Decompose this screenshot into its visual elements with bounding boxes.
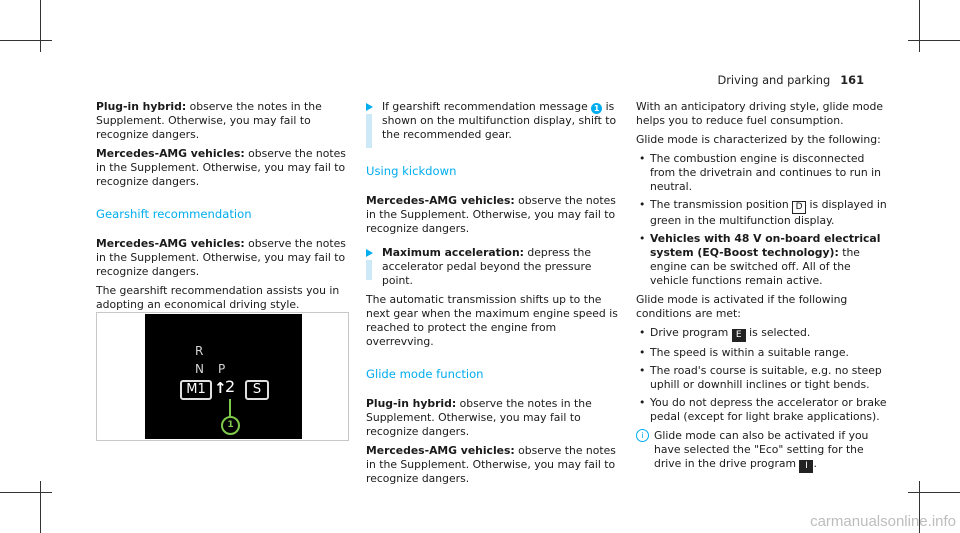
list-item: • You do not depress the accelerator or brake pedal (except for light brake applications). — [636, 396, 890, 424]
bold-label: Mercedes-AMG vehicles: — [96, 147, 245, 160]
drive-program-i-icon: I — [799, 460, 813, 473]
conditions-list — [636, 326, 890, 424]
text: . — [813, 457, 817, 470]
column-left — [96, 100, 350, 317]
crop-mark — [40, 0, 41, 52]
bold-label: Mercedes-AMG vehicles: — [96, 237, 245, 250]
gearshift-figure — [96, 312, 349, 441]
paragraph: The automatic transmission shifts up to the next gear when the maximum engine speed is reached to protect the engine from overrevving. — [366, 293, 618, 348]
crop-mark — [40, 481, 41, 533]
bold-label: Plug-in hybrid: — [366, 397, 457, 410]
section-heading: Using kickdown — [366, 164, 457, 178]
text: Drive program — [650, 326, 732, 339]
crop-mark — [0, 492, 52, 493]
upshift-arrow-icon: ↑ — [214, 379, 227, 397]
list-item — [636, 232, 890, 288]
text: observe the notes in the Supplement. Otherwise, you may fail to recognize dangers. — [96, 100, 322, 141]
info-icon: i — [636, 429, 649, 442]
paragraph — [366, 397, 620, 439]
text: observe the notes in the Supplement. Otherwise, you may fail to recognize dangers. — [96, 237, 346, 278]
crop-mark — [908, 492, 960, 493]
callout-number: 1 — [591, 103, 602, 114]
action-arrow-icon — [366, 249, 373, 257]
gear-m1-box: M1 — [180, 380, 212, 400]
paragraph: Glide mode is activated if the following conditions are met: — [636, 293, 848, 320]
text: is displayed in green in the multifunction display. — [650, 198, 887, 227]
text: observe the notes in the Supplement. Otherwise, you may fail to recognize dangers. — [366, 444, 616, 485]
callout-line — [229, 399, 231, 417]
text: observe the notes in the Supplement. Otherwise, you may fail to recognize dangers. — [96, 147, 346, 188]
paragraph: With an anticipatory driving style, glide mode helps you to reduce fuel consumption. — [636, 100, 883, 127]
section-title: Driving and parking — [717, 73, 831, 87]
callout-marker: 1 — [221, 416, 240, 435]
action-arrow-icon — [366, 103, 373, 111]
watermark: carmanualsonline.info — [810, 513, 956, 530]
action-step — [366, 246, 620, 288]
list-item — [636, 198, 890, 228]
recommended-gear: 2 — [225, 377, 236, 396]
paragraph — [366, 444, 620, 486]
info-note — [636, 429, 890, 473]
action-step — [366, 100, 620, 142]
paragraph: Glide mode is characterized by the following: — [636, 133, 881, 146]
bold-label: Maximum acceleration: — [382, 246, 524, 259]
section-heading: Glide mode function — [366, 367, 484, 381]
text: If gearshift recommendation message — [382, 100, 592, 113]
gear-n: N — [195, 362, 204, 376]
section-heading: Gearshift recommendation — [96, 207, 252, 221]
action-bar — [366, 260, 372, 280]
gear-d-icon: D — [792, 201, 806, 214]
paragraph: The gearshift recommendation assists you in adopting an economical driving style. — [96, 284, 340, 311]
bold-label: Mercedes-AMG vehicles: — [366, 194, 515, 207]
action-bar — [366, 114, 372, 148]
crop-mark — [0, 40, 52, 41]
list-item: • The speed is within a suitable range. — [636, 346, 890, 360]
text: is selected. — [745, 326, 811, 339]
gear-r: R — [195, 344, 204, 358]
bold-label: Vehicles with 48 V on-board electrical system (EQ-Boost technology): — [650, 232, 881, 259]
paragraph — [366, 194, 620, 236]
crop-mark — [919, 0, 920, 52]
text: The transmission position — [650, 198, 793, 211]
paragraph — [96, 237, 350, 279]
gear-s-box: S — [245, 380, 269, 400]
text: observe the notes in the Supplement. Otherwise, you may fail to recognize dangers. — [366, 397, 592, 438]
list-item: • The road's course is suitable, e.g. no steep uphill or downhill inclines or tight bends. — [636, 364, 890, 392]
bold-label: Mercedes-AMG vehicles: — [366, 444, 515, 457]
multifunction-display — [145, 314, 302, 439]
bold-label: Plug-in hybrid: — [96, 100, 187, 113]
text: the engine can be switched off. All of the vehicle functions remain active. — [650, 246, 860, 287]
drive-program-e-icon: E — [732, 329, 746, 342]
gear-p: P — [218, 362, 226, 376]
page-number: 161 — [840, 73, 864, 87]
page-header — [717, 73, 864, 87]
text: is shown on the multifunction display, shift to the recommended gear. — [382, 100, 617, 141]
text: depress the accelerator pedal beyond the pressure point. — [382, 246, 592, 287]
feature-list — [636, 152, 890, 288]
text: observe the notes in the Supplement. Otherwise, you may fail to recognize dangers. — [366, 194, 616, 235]
paragraph — [96, 147, 350, 189]
text: Glide mode can also be activated if you have selected the "Eco" setting for the drive in the drive program — [654, 429, 869, 470]
column-right — [636, 100, 890, 473]
crop-mark — [908, 40, 960, 41]
list-item: • The combustion engine is disconnected from the drivetrain and continues to run in neutral. — [636, 152, 890, 194]
column-middle — [366, 100, 620, 491]
list-item — [636, 326, 890, 342]
paragraph — [96, 100, 350, 142]
